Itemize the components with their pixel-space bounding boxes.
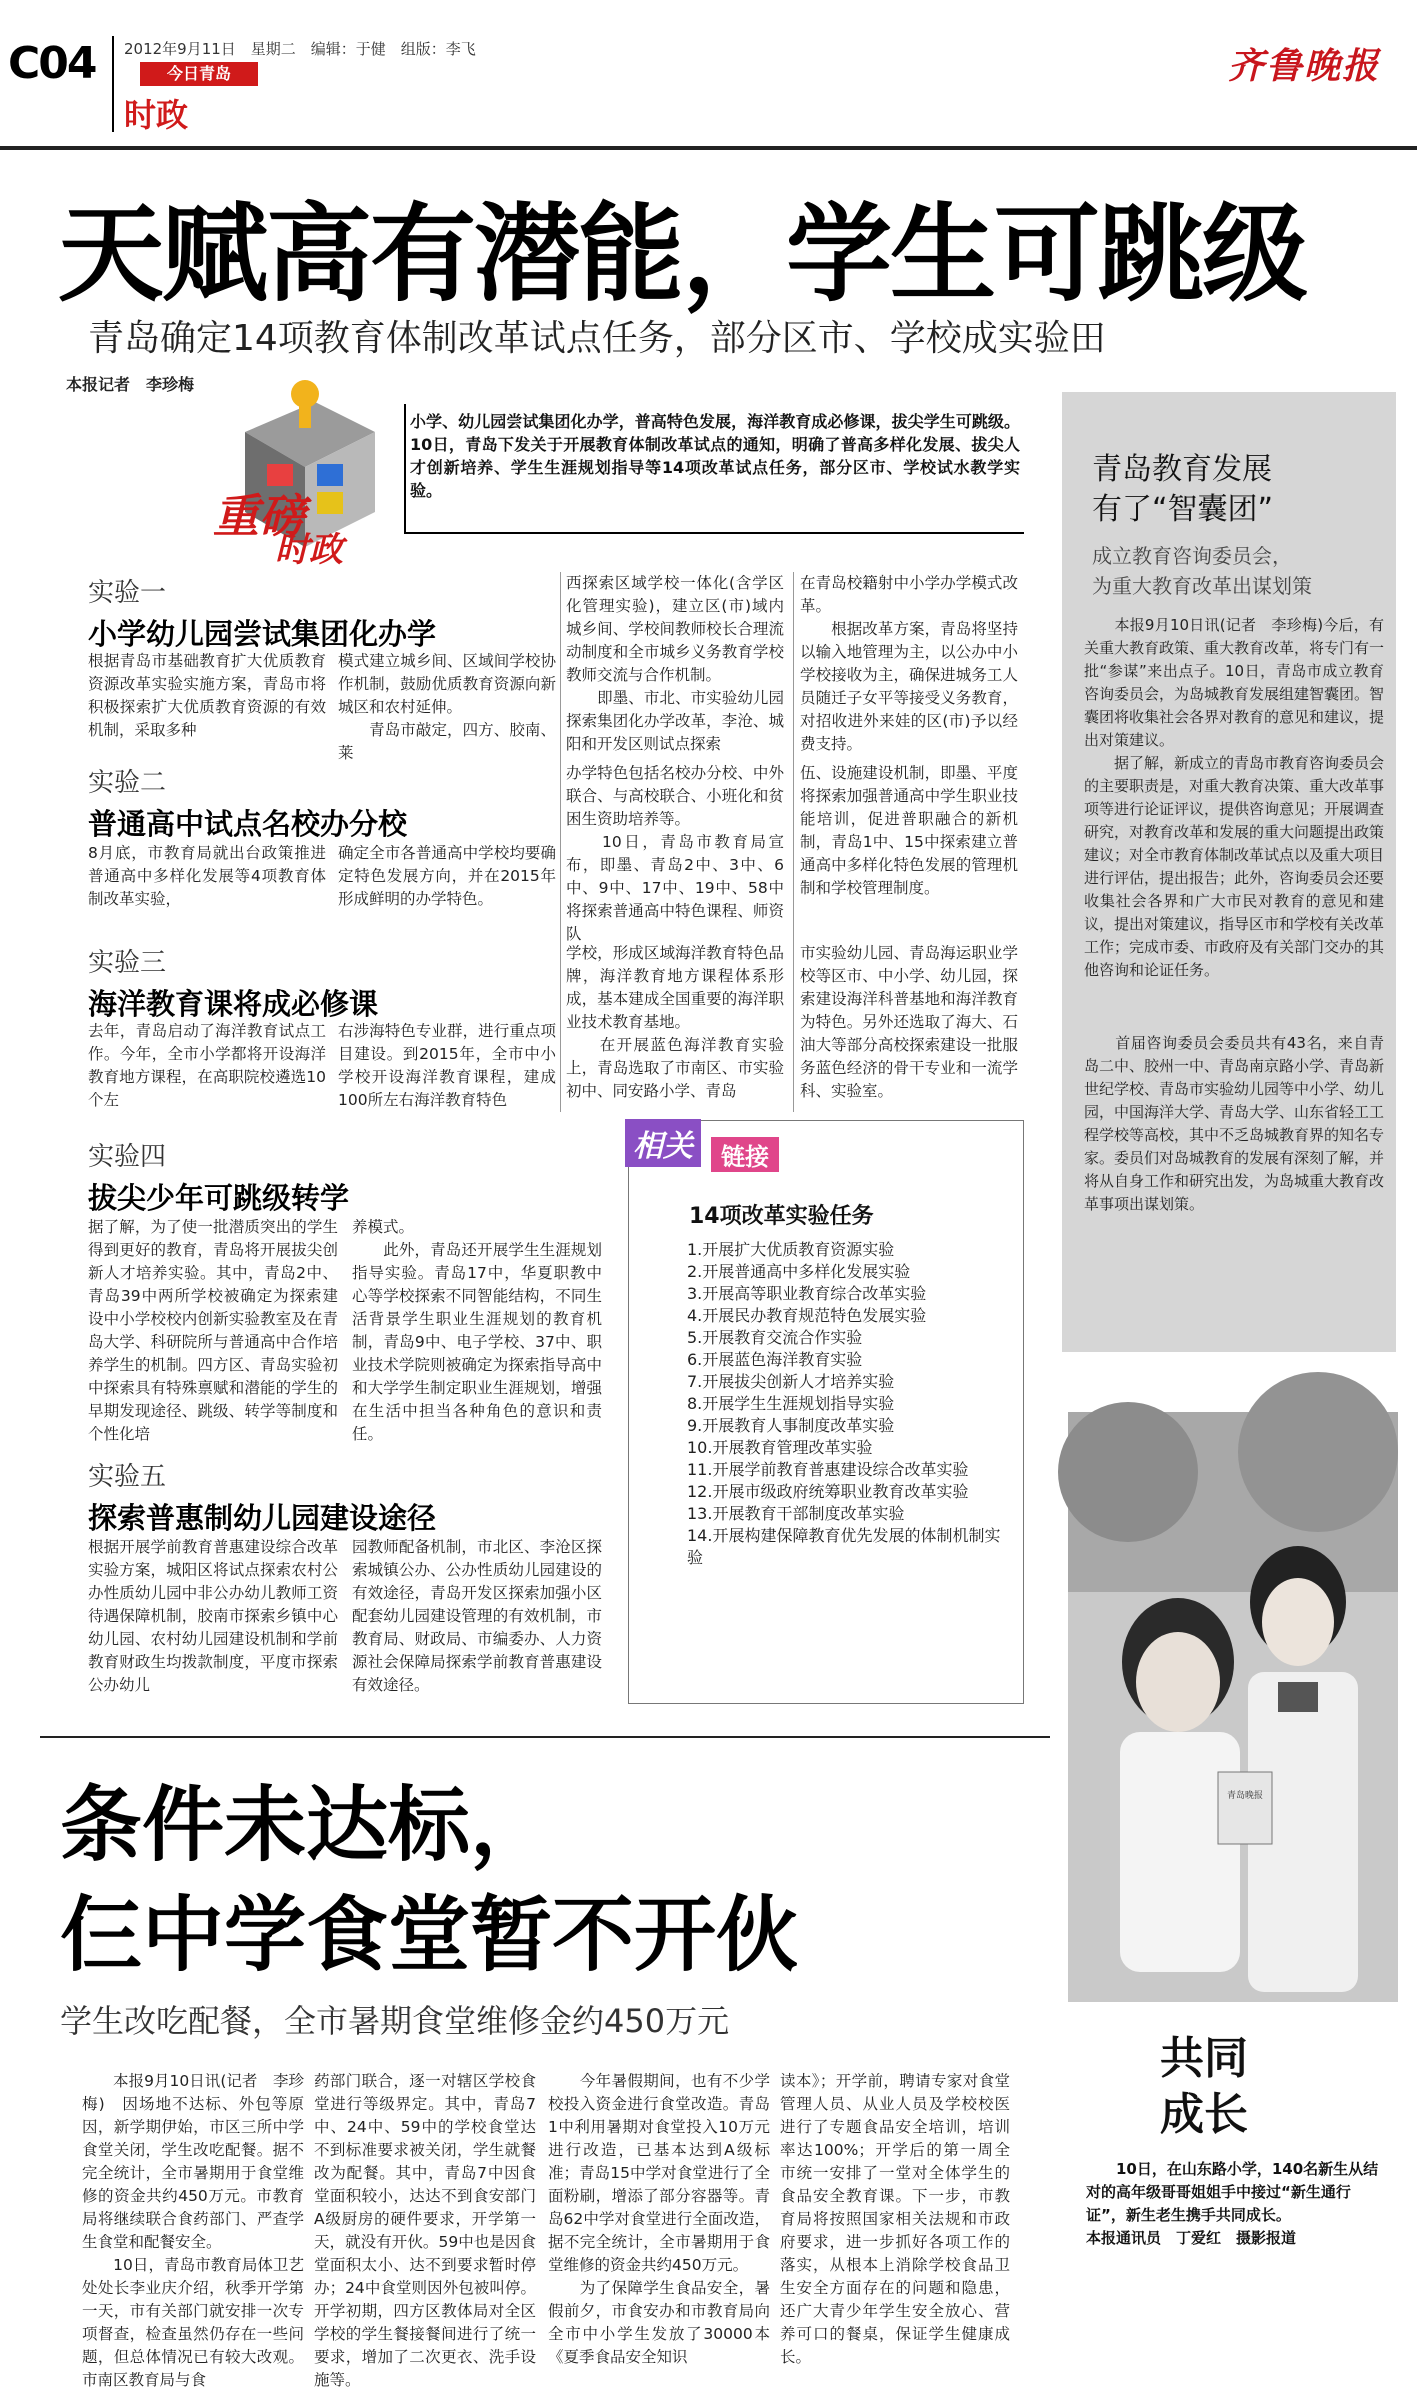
- sidebar-title-1: 青岛教育发展: [1092, 452, 1272, 487]
- date-line: 2012年9月11日 星期二 编辑：于健 组版：李飞: [124, 40, 476, 58]
- canteen-col-4: 读本》；开学前，聘请专家对食堂管理人员、从业人员及学校校医进行了专题食品安全培训，培训率达100%；开学后的第一周全市统一安排了一堂对全体学生的食品安全教育课。下一步，市教育局将按照国家相关法规和市政府要求，进一步抓好各项工作的落实，从根本上消除学校食品卫生安全方面存在的问题和隐患，还广大青少年学生安全放心、营养可口的餐桌，保证学生健康成长。: [780, 2072, 1010, 2366]
- lead-frame-bottom: [404, 532, 1024, 534]
- experiment-3-col-1: 去年，青岛启动了海洋教育试点工作。今年，全市小学都将开设海洋教育地方课程，在高职院校遴选10个左: [88, 1022, 326, 1109]
- canteen-headline-1: 条件未达标，: [60, 1778, 553, 1873]
- canteen-headline-2: 仨中学食堂暂不开伙: [60, 1888, 799, 1983]
- masthead-rule: [0, 146, 1417, 150]
- reform-task-item: 1.开展扩大优质教育资源实验: [687, 1240, 895, 1259]
- canteen-col-1: 本报9月10日讯(记者 李珍梅) 因场地不达标、外包等原因，新学期伊始，市区三所中学食堂关闭，学生改吃配餐。据不完全统计，全市暑期用于食堂维修的资金共约450万元。市教育局将继续联合食药部门、严查学生食堂和配餐安全。 10日，青岛市教育局体卫艺处处长李业庆介绍，秋季开学第一天，市有关部门就安排一次专项督查，检查虽然仍存在一些问题，但总体情况已有较大改观。市南区教育局与食: [82, 2072, 304, 2389]
- sidebar-body-1: 本报9月10日讯(记者 李珍梅)今后，有关重大教育政策、重大教育改革，将专门有一批“参谋”来出点子。10日，青岛市成立教育咨询委员会，为岛城教育发展组建智囊团。智囊团将收集社会各界对教育的意见和建议，提出对策建议。 据了解，新成立的青岛市教育咨询委员会的主要职责是，对重大教育决策、重大改革事项等进行论证评议，提供咨询意见；开展调查研究，对教育改革和发展的重大问题提出政策建议；对全市教育体制改革试点以及重大项目进行评估，提出报告；此外，咨询委员会还要收集社会各界和广大市民对教育的意见和建议，提出对策建议，指导区市和学校有关改革工作；完成市委、市政府及有关部门交办的其他咨询和论证任务。: [1084, 616, 1385, 979]
- reform-task-item: 3.开展高等职业教育综合改革实验: [687, 1284, 927, 1303]
- photo-caption: 10日，在山东路小学，140名新生从结对的高年级哥哥姐姐手中接过“新生通行证”，新生老生携手共同成长。 本报通讯员 丁爱红 摄影报道: [1086, 2160, 1379, 2247]
- sidebar-deck-2: 为重大教育改革出谋划策: [1092, 574, 1312, 598]
- continuation-low-col-1: 学校，形成区域海洋教育特色品牌，海洋教育地方课程体系形成，基本建成全国重要的海洋职业技术教育基地。 在开展蓝色海洋教育实验上，青岛选取了市南区、市实验初中、同安路小学、青岛: [566, 944, 784, 1100]
- reform-task-item: 2.开展普通高中多样化发展实验: [687, 1262, 911, 1281]
- photo-caption-title-1: 共同: [1160, 2033, 1248, 2084]
- continuation-mid-col-1: 办学特色包括名校办分校、中外联合、与高校联合、小班化和贫困生资助培养等。 10日，青岛市教育局宣布，即墨、青岛2中、3中、6中、9中、17中、19中、58中将探索普通高中特色课程、师资队: [566, 764, 784, 943]
- news-photo: [1068, 1412, 1398, 2002]
- reform-task-item: 5.开展教育交流合作实验: [687, 1328, 863, 1347]
- canteen-subtitle: 学生改吃配餐，全市暑期食堂维修金约450万元: [60, 2002, 730, 2040]
- experiment-3-col-2: 右涉海特色专业群，进行重点项目建设。到2015年，全市中小学校开设海洋教育课程，建成100所左右海洋教育特色: [338, 1022, 556, 1109]
- experiment-4-title: 拔尖少年可跳级转学: [88, 1181, 350, 1215]
- sidebar: [1062, 392, 1396, 1352]
- experiment-4-col-2: 养模式。 此外，青岛还开展学生生涯规划指导实验。青岛17中，华夏职教中心等学校探索不同智能结构，不同生活背景学生职业生涯规划的教育机制，青岛9中、电子学校、37中、职业技术学院则被确定为探索指导高中和大学学生制定职业生涯规划，增强在生活中担当各种角色的意识和责任。: [352, 1218, 602, 1443]
- related-tag-a: 相关: [625, 1119, 701, 1167]
- experiment-4-label: 实验四: [88, 1142, 167, 1172]
- experiment-5-col-1: 根据开展学前教育普惠建设综合改革实验方案，城阳区将试点探索农村公办性质幼儿园中非公办幼儿教师工资待遇保障机制，胶南市探索乡镇中心幼儿园、农村幼儿园建设机制和学前教育财政生均拨款制度，平度市探索公办幼儿: [88, 1538, 338, 1694]
- experiment-2-title: 普通高中试点名校办分校: [88, 807, 408, 841]
- experiment-5-label: 实验五: [88, 1462, 167, 1492]
- reform-task-item: 13.开展教育干部制度改革实验: [687, 1504, 905, 1523]
- experiment-3-label: 实验三: [88, 948, 167, 978]
- experiment-5-col-2: 园教师配备机制，市北区、李沧区探索城镇公办、公办性质幼儿园建设的有效途径，青岛开发区探索加强小区配套幼儿园建设管理的有效机制，市教育局、财政局、市编委办、人力资源社会保障局探索学前教育普惠建设有效途径。: [352, 1538, 602, 1694]
- related-box: [628, 1120, 1024, 1704]
- canteen-col-2: 药部门联合，逐一对辖区学校食堂进行等级界定。其中，青岛7中、24中、59中的学校食堂达不到标准要求被关闭，学生就餐改为配餐。其中，青岛7中因食堂面积较小，达达不到食安部门A级厨房的硬件要求，开学第一天，就没有开伙。59中也是因食堂面积太小、达不到要求暂时停办；24中食堂则因外包被叫停。开学初期，四方区教体局对全区学校的学生餐接餐间进行了统一要求，增加了二次更衣、洗手设施等。: [314, 2072, 536, 2389]
- related-tag: [625, 1115, 825, 1177]
- masthead-divider: [112, 36, 114, 132]
- experiment-3-title: 海洋教育课将成必修课: [88, 987, 379, 1021]
- feature-badge: [205, 372, 405, 572]
- reform-task-item: 9.开展教育人事制度改革实验: [687, 1416, 895, 1435]
- experiment-1-col-1: 根据青岛市基础教育扩大优质教育资源改革实验实施方案，青岛市将积极探索扩大优质教育资源的有效机制，采取多种: [88, 652, 326, 739]
- reform-task-item: 6.开展蓝色海洋教育实验: [687, 1350, 863, 1369]
- main-subtitle: 青岛确定14项教育体制改革试点任务，部分区市、学校成实验田: [88, 318, 1106, 359]
- reform-task-item: 14.开展构建保障教育优先发展的体制机制实验: [687, 1526, 1001, 1567]
- experiment-5-title: 探索普惠制幼儿园建设途径: [88, 1501, 437, 1535]
- experiment-1-title: 小学幼儿园尝试集团化办学: [88, 617, 437, 651]
- continuation-mid-col-2: 伍、设施建设机制，即墨、平度将探索加强普通高中学生职业技能培训，促进普职融合的新机制，青岛1中、15中探索建立普通高中多样化特色发展的管理机制和学校管理制度。: [800, 764, 1018, 897]
- column-divider-a: [560, 572, 561, 1112]
- students-photo-illustration: [1068, 1412, 1398, 2002]
- experiment-1-label: 实验一: [88, 578, 167, 608]
- experiment-2-col-1: 8月底，市教育局就出台政策推进普通高中多样化发展等4项教育体制改革实验，: [88, 844, 326, 908]
- badge-main: 重磅: [213, 489, 305, 543]
- experiment-4-col-1: 据了解，为了使一批潜质突出的学生得到更好的教育，青岛将开展拔尖创新人才培养实验。其中，青岛2中、青岛39中两所学校被确定为探索建设中小学校校内创新实验教室及在青岛大学、科研院所与普通高中合作培养学生的机制。四方区、青岛实验初中探索具有特殊禀赋和潜能的学生的早期发现途径、跳级、转学等制度和个性化培: [88, 1218, 338, 1443]
- continuation-top-col-1: 西探索区域学校一体化(含学区化管理实验)，建立区(市)域内城乡间、学校间教师校长合理流动制度和全市城乡义务教育学校教师交流与合作机制。 即墨、市北、市实验幼儿园探索集团化办学改革，李沧、城阳和开发区则试点探索: [566, 574, 784, 753]
- lead-paragraph: 小学、幼儿园尝试集团化办学，普高特色发展，海洋教育成必修课，拔尖学生可跳级。10日，青岛下发关于开展教育体制改革试点的通知，明确了普高多样化发展、拔尖人才创新培养、学生生涯规划指导等14项改革试点任务，部分区市、学校试水教学实验。: [410, 412, 1020, 500]
- column-divider-b: [793, 572, 794, 1112]
- photo-caption-title-2: 成长: [1160, 2089, 1248, 2140]
- reform-task-item: 12.开展市级政府统筹职业教育改革实验: [687, 1482, 969, 1501]
- story-divider: [40, 1736, 1050, 1738]
- reform-task-item: 8.开展学生生涯规划指导实验: [687, 1394, 895, 1413]
- related-box-title: 14项改革实验任务: [689, 1204, 874, 1229]
- sidebar-deck-1: 成立教育咨询委员会，: [1092, 544, 1292, 568]
- section-name: 时政: [124, 96, 189, 134]
- experiment-2-label: 实验二: [88, 768, 167, 798]
- continuation-top-col-2: 在青岛校籍射中小学办学模式改革。 根据改革方案，青岛将坚持以输入地管理为主，以公办中小学校接收为主，确保进城务工人员随迁子女平等接受义务教育，对招收进外来娃的区(市)予以经费支持。: [800, 574, 1018, 753]
- reform-task-item: 11.开展学前教育普惠建设综合改革实验: [687, 1460, 969, 1479]
- continuation-low-col-2: 市实验幼儿园、青岛海运职业学校等区市、中小学、幼儿园，探索建设海洋科普基地和海洋教育为特色。另外还选取了海大、石油大等部分高校探索建设一批服务蓝色经济的骨干专业和一流学科、实验室。: [800, 944, 1018, 1100]
- canteen-col-3: 今年暑假期间，也有不少学校投入资金进行食堂改造。青岛1中利用暑期对食堂投入10万元进行改造，已基本达到A级标准；青岛15中学对食堂进行了全面粉刷，增添了部分容器等。青岛62中学对食堂进行全面改造，据不完全统计，全市暑期用于食堂维修的资金共约450万元。 为了保障学生食品安全，暑假前夕，市食安办和市教育局向全市中小学生发放了30000本《夏季食品安全知识: [548, 2072, 770, 2366]
- byline: 本报记者 李珍梅: [66, 375, 195, 394]
- experiment-1-col-2: 模式建立城乡间、区域间学校协作机制，鼓励优质教育资源向新城区和农村延伸。 青岛市敲定，四方、胶南、莱: [338, 652, 556, 762]
- reform-task-item: 10.开展教育管理改革实验: [687, 1438, 873, 1457]
- sidebar-title-2: 有了“智囊团”: [1092, 492, 1274, 527]
- reform-task-item: 7.开展拔尖创新人才培养实验: [687, 1372, 895, 1391]
- section-tag: 今日青岛: [140, 62, 258, 86]
- booklet-label: 青岛晚报: [1226, 1791, 1263, 1801]
- paper-logo: 齐鲁晚报: [1228, 45, 1381, 87]
- related-tag-b: 链接: [711, 1137, 779, 1172]
- sidebar-body-2: 首届咨询委员会委员共有43名，来自青岛二中、胶州一中、青岛南京路小学、青岛新世纪学校、青岛市实验幼儿园等中小学、幼儿园，中国海洋大学、青岛大学、山东省轻工工程学校等高校，其中不乏岛城教育界的知名专家。委员们对岛城教育的发展有深刻了解，并将从自身工作和研究出发，为岛城重大教育改革事项出谋划策。: [1084, 1034, 1385, 1213]
- masthead: [0, 0, 1417, 160]
- page-code: C04: [8, 38, 96, 89]
- badge-sub: 时政: [275, 530, 343, 570]
- related-list: [687, 1239, 1007, 1569]
- reform-task-item: 4.开展民办教育规范特色发展实验: [687, 1306, 927, 1325]
- main-headline: 天赋高有潜能，学生可跳级: [58, 193, 1306, 316]
- experiment-2-col-2: 确定全市各普通高中学校均要确定特色发展方向，并在2015年形成鲜明的办学特色。: [338, 844, 556, 908]
- lead-frame-top: [404, 404, 406, 534]
